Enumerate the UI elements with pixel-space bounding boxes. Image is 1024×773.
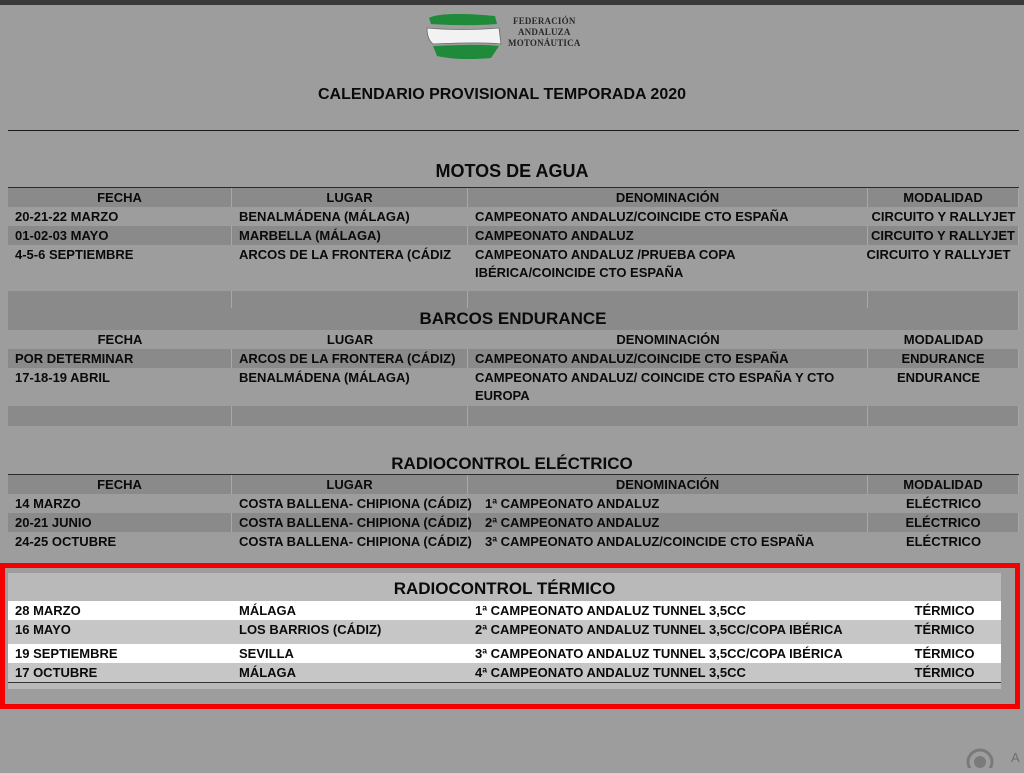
cell-modalidad: ELÉCTRICO (868, 513, 1019, 532)
accessibility-icon[interactable] (964, 746, 994, 768)
table-gap (8, 283, 1019, 291)
cell-modalidad: ELÉCTRICO (905, 534, 982, 549)
col-modalidad: MODALIDAD (903, 332, 984, 347)
cell-lugar: BENALMÁDENA (MÁLAGA) (239, 209, 410, 224)
section-title-motos: MOTOS DE AGUA (435, 161, 589, 181)
cell-modalidad: ENDURANCE (896, 370, 981, 385)
cell-denominacion: 3ª CAMPEONATO ANDALUZ/COINCIDE CTO ESPAÑA (485, 534, 815, 549)
cell-lugar: COSTA BALLENA- CHIPIONA (CÁDIZ) (232, 513, 468, 532)
table-row (8, 494, 1019, 513)
cell-fecha: 17-18-19 ABRIL (15, 370, 110, 385)
cell-modalidad: ELÉCTRICO (905, 496, 982, 511)
col-fecha: FECHA (8, 188, 232, 207)
table-empty-row (8, 406, 1019, 426)
cell-denominacion: 1ª CAMPEONATO ANDALUZ TUNNEL 3,5CC (475, 603, 746, 618)
cell-fecha: 14 MARZO (15, 496, 81, 511)
cell-denominacion: 2ª CAMPEONATO ANDALUZ TUNNEL 3,5CC/COPA IBÉRICA (475, 622, 843, 637)
section-title-endurance: BARCOS ENDURANCE (8, 308, 1019, 330)
col-modalidad: MODALIDAD (868, 475, 1019, 494)
cell-lugar: ARCOS DE LA FRONTERA (CÁDIZ (239, 247, 452, 262)
top-strip (0, 0, 1024, 5)
cell-denominacion: CAMPEONATO ANDALUZ/COINCIDE CTO ESPAÑA (475, 209, 789, 224)
cell-fecha: 19 SEPTIEMBRE (15, 646, 118, 661)
cell-lugar: COSTA BALLENA- CHIPIONA (CÁDIZ) (239, 496, 472, 511)
table-header (8, 474, 1019, 494)
cell-fecha: POR DETERMINAR (8, 349, 232, 368)
table-row (8, 349, 1019, 368)
cell-denominacion: 2ª CAMPEONATO ANDALUZ (468, 513, 868, 532)
cell-denominacion: 3ª CAMPEONATO ANDALUZ TUNNEL 3,5CC/COPA IBÉRICA (475, 646, 843, 661)
highlight-box (0, 563, 1020, 709)
cell-lugar: BENALMÁDENA (MÁLAGA) (239, 370, 410, 385)
cell-denominacion: CAMPEONATO ANDALUZ (468, 226, 868, 245)
andalusia-map-icon (425, 12, 505, 64)
cell-fecha: 24-25 OCTUBRE (15, 534, 117, 549)
cell-fecha: 20-21 JUNIO (8, 513, 232, 532)
col-lugar: LUGAR (232, 188, 468, 207)
col-lugar: LUGAR (232, 475, 468, 494)
document-title: CALENDARIO PROVISIONAL TEMPORADA 2020 (317, 86, 687, 103)
cell-lugar: MÁLAGA (239, 665, 297, 680)
cell-lugar: COSTA BALLENA- CHIPIONA (CÁDIZ) (239, 534, 472, 549)
cell-lugar: ARCOS DE LA FRONTERA (CÁDIZ) (232, 349, 468, 368)
title-divider (8, 130, 1019, 131)
col-lugar: LUGAR (326, 332, 374, 347)
table-header (8, 187, 1019, 207)
col-fecha: FECHA (97, 332, 143, 347)
col-denominacion: DENOMINACIÓN (468, 475, 868, 494)
cell-lugar: MÁLAGA (239, 603, 297, 618)
cell-fecha: 17 OCTUBRE (15, 665, 98, 680)
section-band (8, 308, 1019, 330)
cell-fecha: 01-02-03 MAYO (8, 226, 232, 245)
cell-fecha: 16 MAYO (15, 622, 71, 637)
cell-modalidad: CIRCUITO Y RALLYJET (868, 226, 1019, 245)
table-row (8, 513, 1019, 532)
corner-text: A (1011, 750, 1020, 765)
federation-logo (425, 12, 585, 64)
cell-lugar: SEVILLA (239, 646, 294, 661)
col-fecha: FECHA (8, 475, 232, 494)
table-row (8, 368, 1019, 406)
table-row (8, 245, 1019, 283)
section-title-termico: RADIOCONTROL TÉRMICO (393, 579, 616, 598)
col-denominacion: DENOMINACIÓN (616, 332, 720, 347)
cell-denominacion: CAMPEONATO ANDALUZ/COINCIDE CTO ESPAÑA (468, 349, 868, 368)
cell-denominacion: CAMPEONATO ANDALUZ/ COINCIDE CTO ESPAÑA Y CTO EUROPA (475, 370, 835, 403)
cell-modalidad: TÉRMICO (914, 603, 975, 618)
cell-modalidad: ENDURANCE (868, 349, 1019, 368)
cell-modalidad: TÉRMICO (914, 646, 975, 661)
cell-denominacion: CAMPEONATO ANDALUZ /PRUEBA COPA IBÉRICA/COINCIDE CTO ESPAÑA (475, 247, 735, 280)
table-row (8, 226, 1019, 245)
cell-denominacion: 1ª CAMPEONATO ANDALUZ (485, 496, 660, 511)
table-row (8, 207, 1019, 226)
cell-fecha: 28 MARZO (15, 603, 81, 618)
table-endurance (8, 308, 1019, 426)
table-row (8, 532, 1019, 551)
cell-denominacion: 4ª CAMPEONATO ANDALUZ TUNNEL 3,5CC (475, 665, 746, 680)
cell-fecha: 4-5-6 SEPTIEMBRE (15, 247, 134, 262)
cell-fecha: 20-21-22 MARZO (15, 209, 119, 224)
cell-modalidad: CIRCUITO Y RALLYJET (871, 209, 1016, 224)
cell-lugar: MARBELLA (MÁLAGA) (232, 226, 468, 245)
table-header (8, 330, 1019, 349)
cell-modalidad: CIRCUITO Y RALLYJET (866, 247, 1011, 262)
logo-text: FEDERACIÓN ANDALUZA MOTONÁUTICA (508, 16, 581, 48)
table-motos (8, 187, 1019, 311)
cell-modalidad: TÉRMICO (914, 622, 975, 637)
col-modalidad: MODALIDAD (868, 188, 1019, 207)
table-electrico (8, 474, 1019, 551)
cell-modalidad: TÉRMICO (914, 665, 975, 680)
section-title-electrico: RADIOCONTROL ELÉCTRICO (391, 454, 633, 473)
cell-lugar: LOS BARRIOS (CÁDIZ) (239, 622, 382, 637)
col-denominacion: DENOMINACIÓN (468, 188, 868, 207)
